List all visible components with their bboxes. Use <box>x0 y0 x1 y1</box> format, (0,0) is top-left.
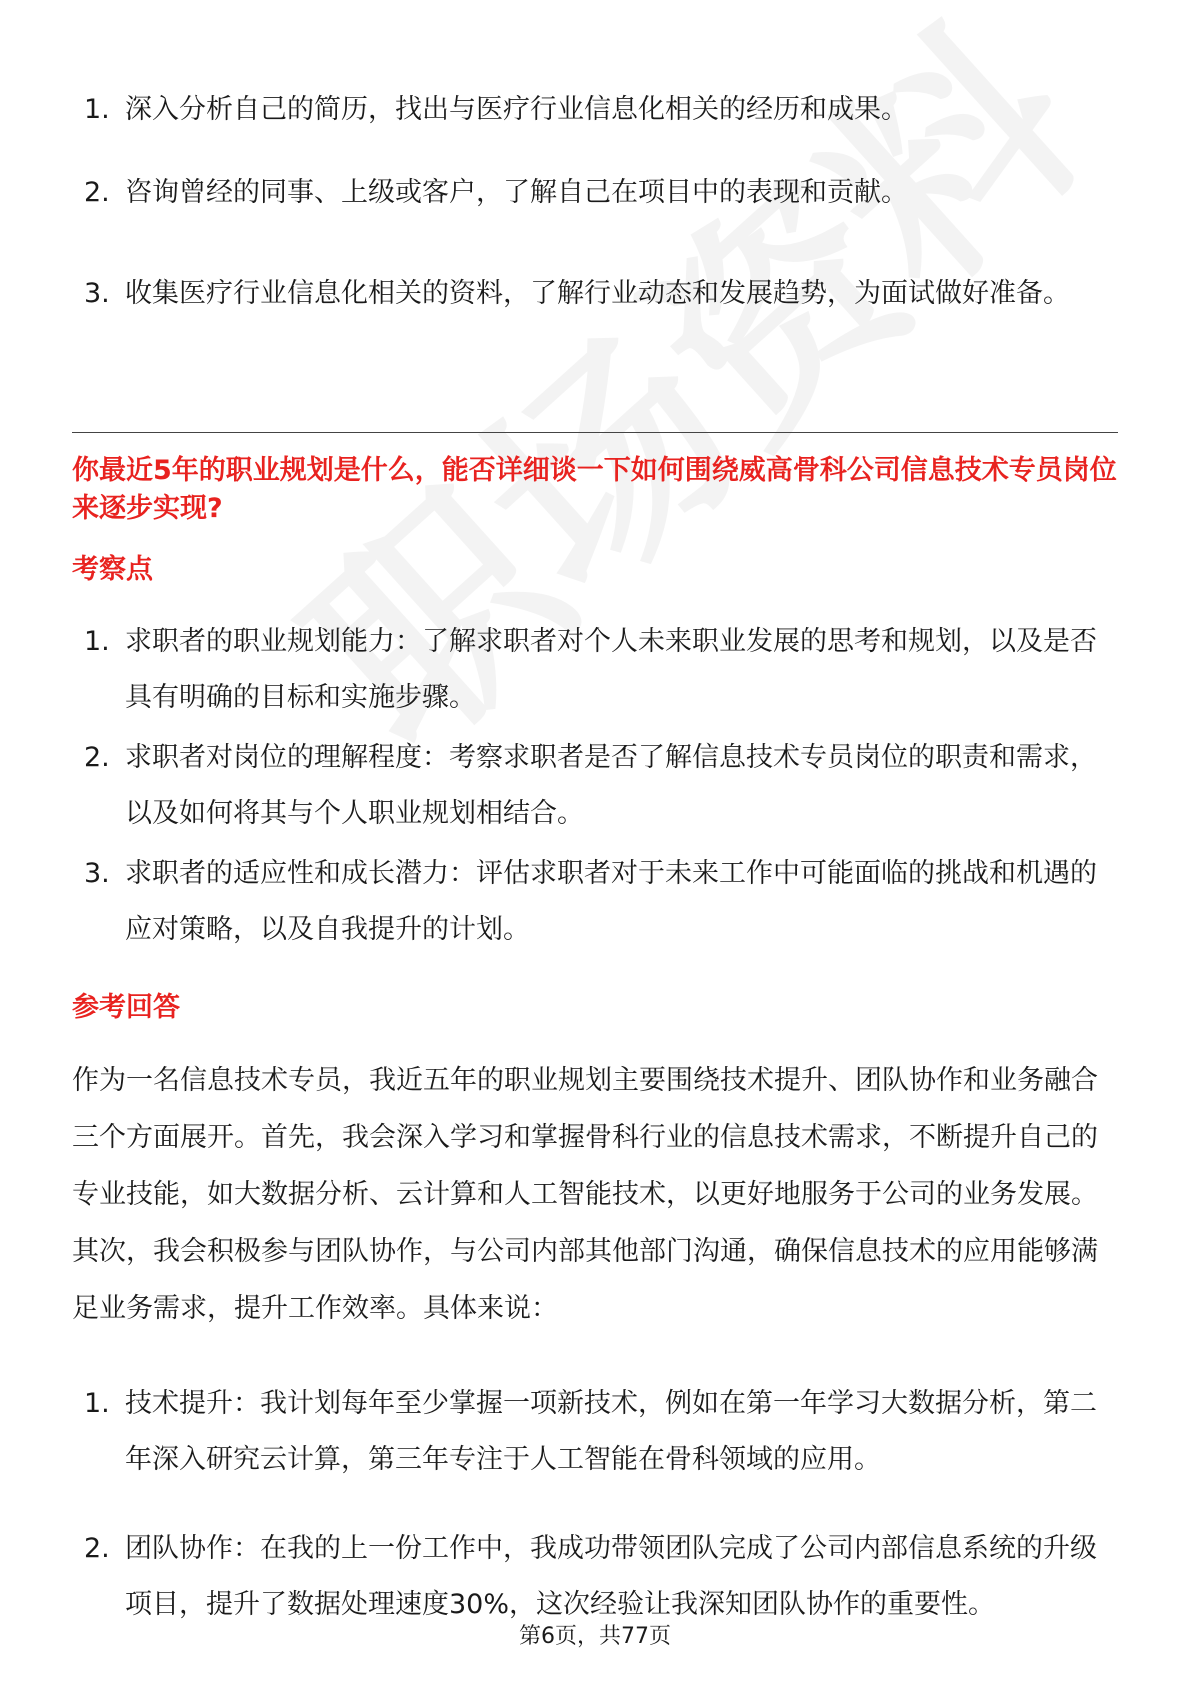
list-number: 3. <box>84 858 110 889</box>
list-text: 技术提升：我计划每年至少掌握一项新技术，例如在第一年学习大数据分析，第二年深入研究云计算，第三年专注于人工智能在骨科领域的应用。 <box>125 1388 1097 1475</box>
list-number: 3. <box>84 278 110 309</box>
list-text: 求职者的职业规划能力：了解求职者对个人未来职业发展的思考和规划，以及是否具有明确的目标和实施步骤。 <box>125 626 1097 713</box>
list-text: 求职者的适应性和成长潜力：评估求职者对于未来工作中可能面临的挑战和机遇的应对策略，以及自我提升的计划。 <box>125 858 1097 945</box>
list-text: 团队协作：在我的上一份工作中，我成功带领团队完成了公司内部信息系统的升级项目，提升了数据处理速度30%，这次经验让我深知团队协作的重要性。 <box>125 1533 1097 1620</box>
list-text: 深入分析自己的简历，找出与医疗行业信息化相关的经历和成果。 <box>125 94 908 125</box>
list-number: 2. <box>84 742 110 773</box>
list-number: 1. <box>84 1388 110 1419</box>
list-number: 1. <box>84 626 110 657</box>
list-number: 2. <box>84 1533 110 1564</box>
page-footer: 第6页，共77页 <box>519 1624 671 1649</box>
answer-paragraph: 作为一名信息技术专员，我近五年的职业规划主要围绕技术提升、团队协作和业务融合三个方面展开。首先，我会深入学习和掌握骨科行业的信息技术需求，不断提升自己的专业技能，如大数据分析、云计算和人工智能技术，以更好地服务于公司的业务发展。其次，我会积极参与团队协作，与公司内部其他部门沟通，确保信息技术的应用能够满足业务需求，提升工作效率。具体来说： <box>72 1065 1098 1324</box>
list-text: 求职者对岗位的理解程度：考察求职者是否了解信息技术专员岗位的职责和需求，以及如何将其与个人职业规划相结合。 <box>125 742 1097 829</box>
question-heading: 你最近5年的职业规划是什么，能否详细谈一下如何围绕威高骨科公司信息技术专员岗位来逐步实现? <box>72 455 1117 524</box>
section-divider <box>72 432 1118 433</box>
answer-title: 参考回答 <box>72 992 180 1023</box>
assessment-title: 考察点 <box>72 554 153 585</box>
list-text: 收集医疗行业信息化相关的资料，了解行业动态和发展趋势，为面试做好准备。 <box>125 278 1070 309</box>
list-number: 2. <box>84 177 110 208</box>
list-number: 1. <box>84 94 110 125</box>
list-text: 咨询曾经的同事、上级或客户，了解自己在项目中的表现和贡献。 <box>125 177 908 208</box>
